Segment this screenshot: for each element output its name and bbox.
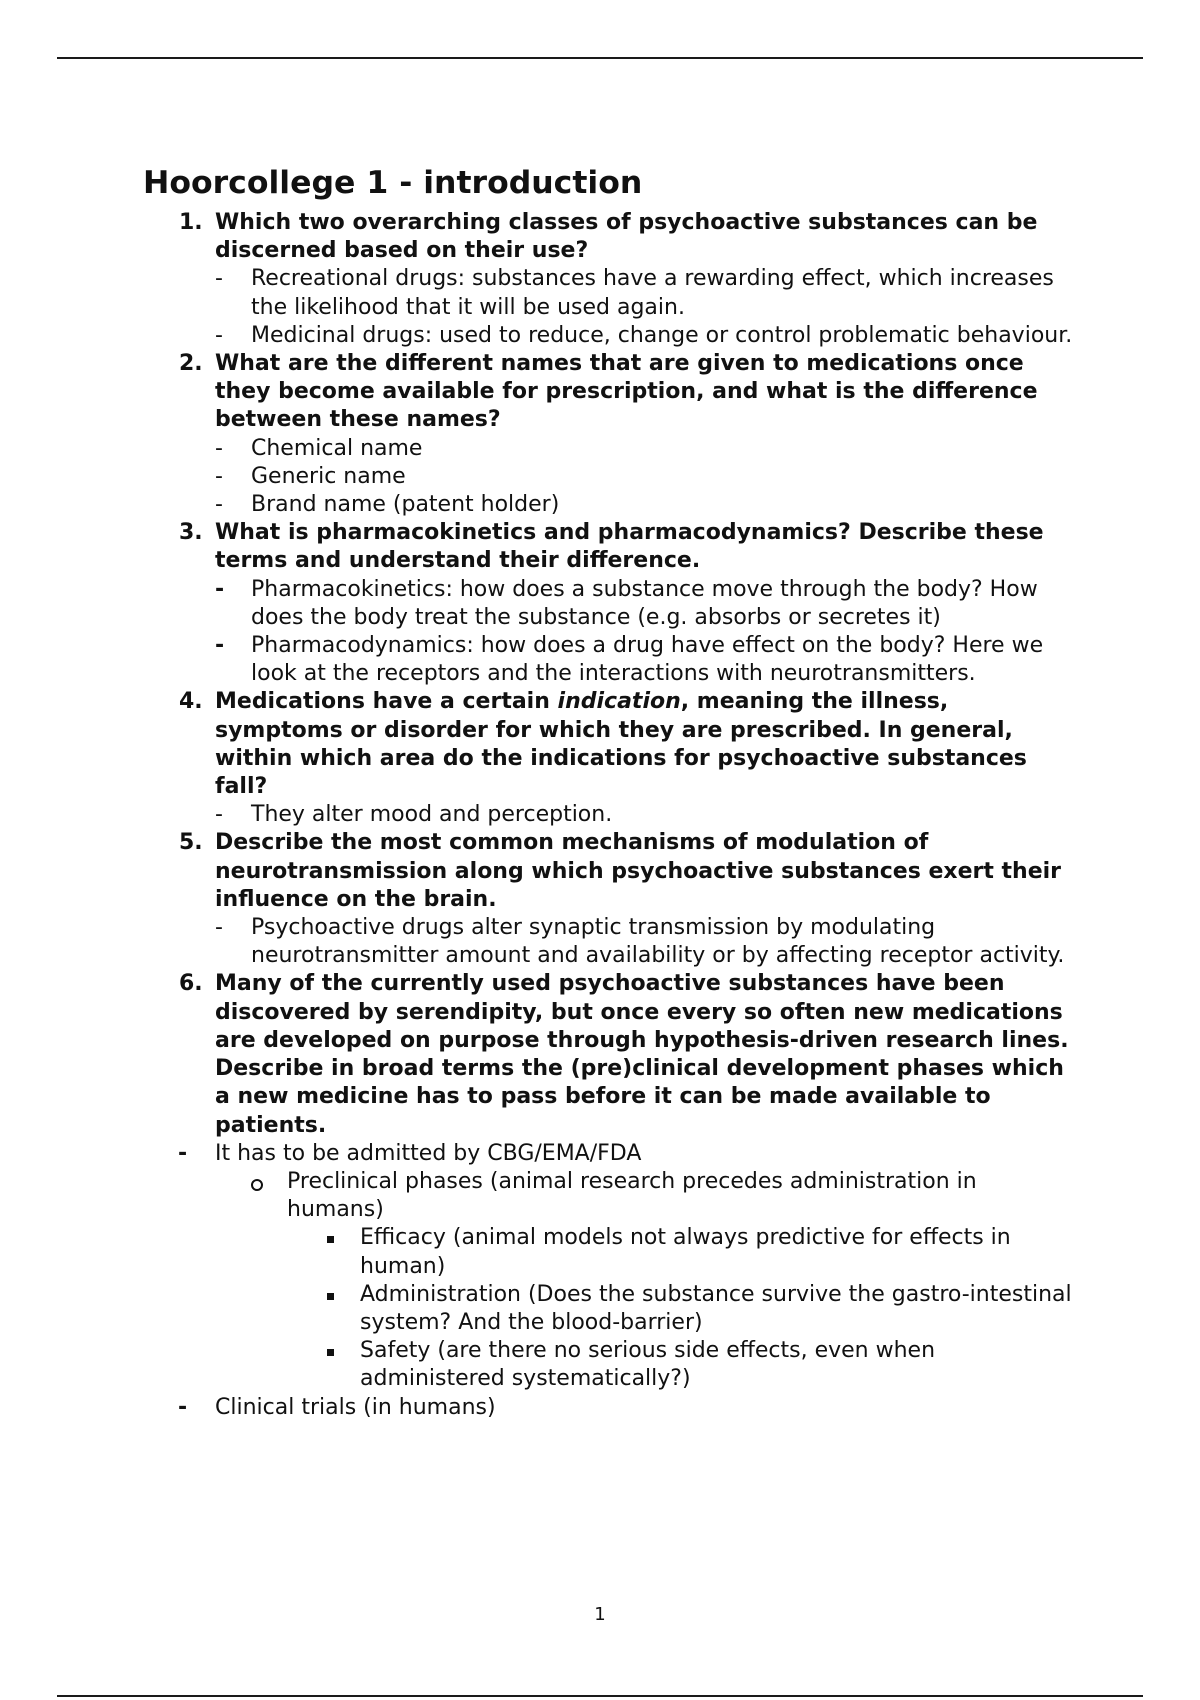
question-2 [143,350,1073,435]
sub-list-item [143,1168,1073,1224]
question-text-part: , meaning the illness, symptoms or disorder for which they are prescribed. In general, within which area do the indications for psychoactive substances fall? [215,689,1027,800]
answer-item [143,632,1073,688]
answer-item [143,576,1073,632]
answer-text: Generic name [251,463,406,489]
sub-sub-list-item [143,1337,1073,1393]
list-item-text: Clinical trials (in humans) [215,1394,496,1420]
question-text: What are the different names that are given to medications once they become available for prescription, and what is the difference between these names? [215,351,1038,433]
list-item-text: Safety (are there no serious side effects, even when administered systematically?) [360,1338,936,1392]
footer-rule [57,1695,1143,1697]
question-4 [143,688,1073,801]
list-item-text: Administration (Does the substance survive the gastro-intestinal system? And the blood-barrier) [360,1281,1072,1335]
dash-bullet: - [215,492,223,518]
dash-bullet: - [178,1140,188,1166]
answer-text: They alter mood and perception. [251,802,613,828]
header-rule [57,57,1143,59]
document-body [143,163,1073,1422]
question-text: Many of the currently used psychoactive substances have been discovered by serendipity, but once every so often new medications are developed on purpose through hypothesis-driven research lines. Describe in broad terms the (pre)clinical development phases which a new medicine has to pass before it can be made available to patients. [215,971,1069,1138]
answer-text: Psychoactive drugs alter synaptic transmission by modulating neurotransmitter amount and availability or by affecting receptor activity. [251,915,1065,969]
dash-bullet: - [215,435,223,461]
question-text: Describe the most common mechanisms of modulation of neurotransmission along which psychoactive substances exert their influence on the brain. [215,830,1062,912]
answer-text: Recreational drugs: substances have a rewarding effect, which increases the likelihood that it will be used again. [251,266,1054,320]
dash-bullet: - [215,322,223,348]
question-number: 3. [179,520,203,546]
square-bullet-icon [327,1293,334,1300]
list-item-text: It has to be admitted by CBG/EMA/FDA [215,1140,642,1166]
question-number: 5. [179,830,203,856]
answer-item [143,435,1073,463]
question-number: 1. [179,210,203,235]
dash-bullet: - [178,1394,188,1420]
dash-bullet: - [215,576,225,602]
question-number: 4. [179,689,203,715]
answer-item [143,322,1073,350]
question-text [215,689,1027,799]
answer-item [143,801,1073,829]
question-text: Which two overarching classes of psychoactive substances can be discerned based on their use? [215,210,1038,264]
list-item-text: Preclinical phases (animal research precedes administration in humans) [287,1168,977,1223]
answer-item [143,491,1073,519]
answer-text: Brand name (patent holder) [251,492,560,518]
question-text: What is pharmacokinetics and pharmacodynamics? Describe these terms and understand their difference. [215,520,1044,574]
question-1 [143,209,1073,265]
question-3 [143,519,1073,575]
page-title: Hoorcollege 1 - introduction [143,165,643,201]
answer-text: Chemical name [251,435,423,461]
question-text-part: Medications have a certain [215,689,558,715]
question-6 [143,970,1073,1139]
page-number: 1 [594,1604,606,1625]
dash-bullet: - [215,633,225,659]
answer-text: Medicinal drugs: used to reduce, change or control problematic behaviour. [251,322,1073,348]
sub-sub-list-item [143,1281,1073,1337]
question-number: 6. [179,971,203,997]
square-bullet-icon [327,1349,334,1356]
emphasized-term: indication [557,689,681,715]
answer-text: Pharmacodynamics: how does a drug have effect on the body? Here we look at the receptors and the interactions with neurotransmitters. [251,633,1044,687]
dash-bullet: - [215,915,223,941]
list-item [143,1140,1073,1168]
answer-item [143,463,1073,491]
dash-bullet: - [215,463,223,489]
sub-sub-list-item [143,1224,1073,1280]
circle-bullet-icon [251,1179,263,1191]
answer-text: Pharmacokinetics: how does a substance move through the body? How does the body treat the substance (e.g. absorbs or secretes it) [251,576,1038,630]
list-item [143,1394,1073,1422]
answer-item [143,265,1073,321]
square-bullet-icon [327,1236,334,1243]
dash-bullet: - [215,266,223,292]
list-item-text: Efficacy (animal models not always predictive for effects in human) [360,1225,1011,1279]
question-number: 2. [179,351,203,377]
question-5 [143,829,1073,914]
dash-bullet: - [215,802,223,828]
answer-item [143,914,1073,970]
